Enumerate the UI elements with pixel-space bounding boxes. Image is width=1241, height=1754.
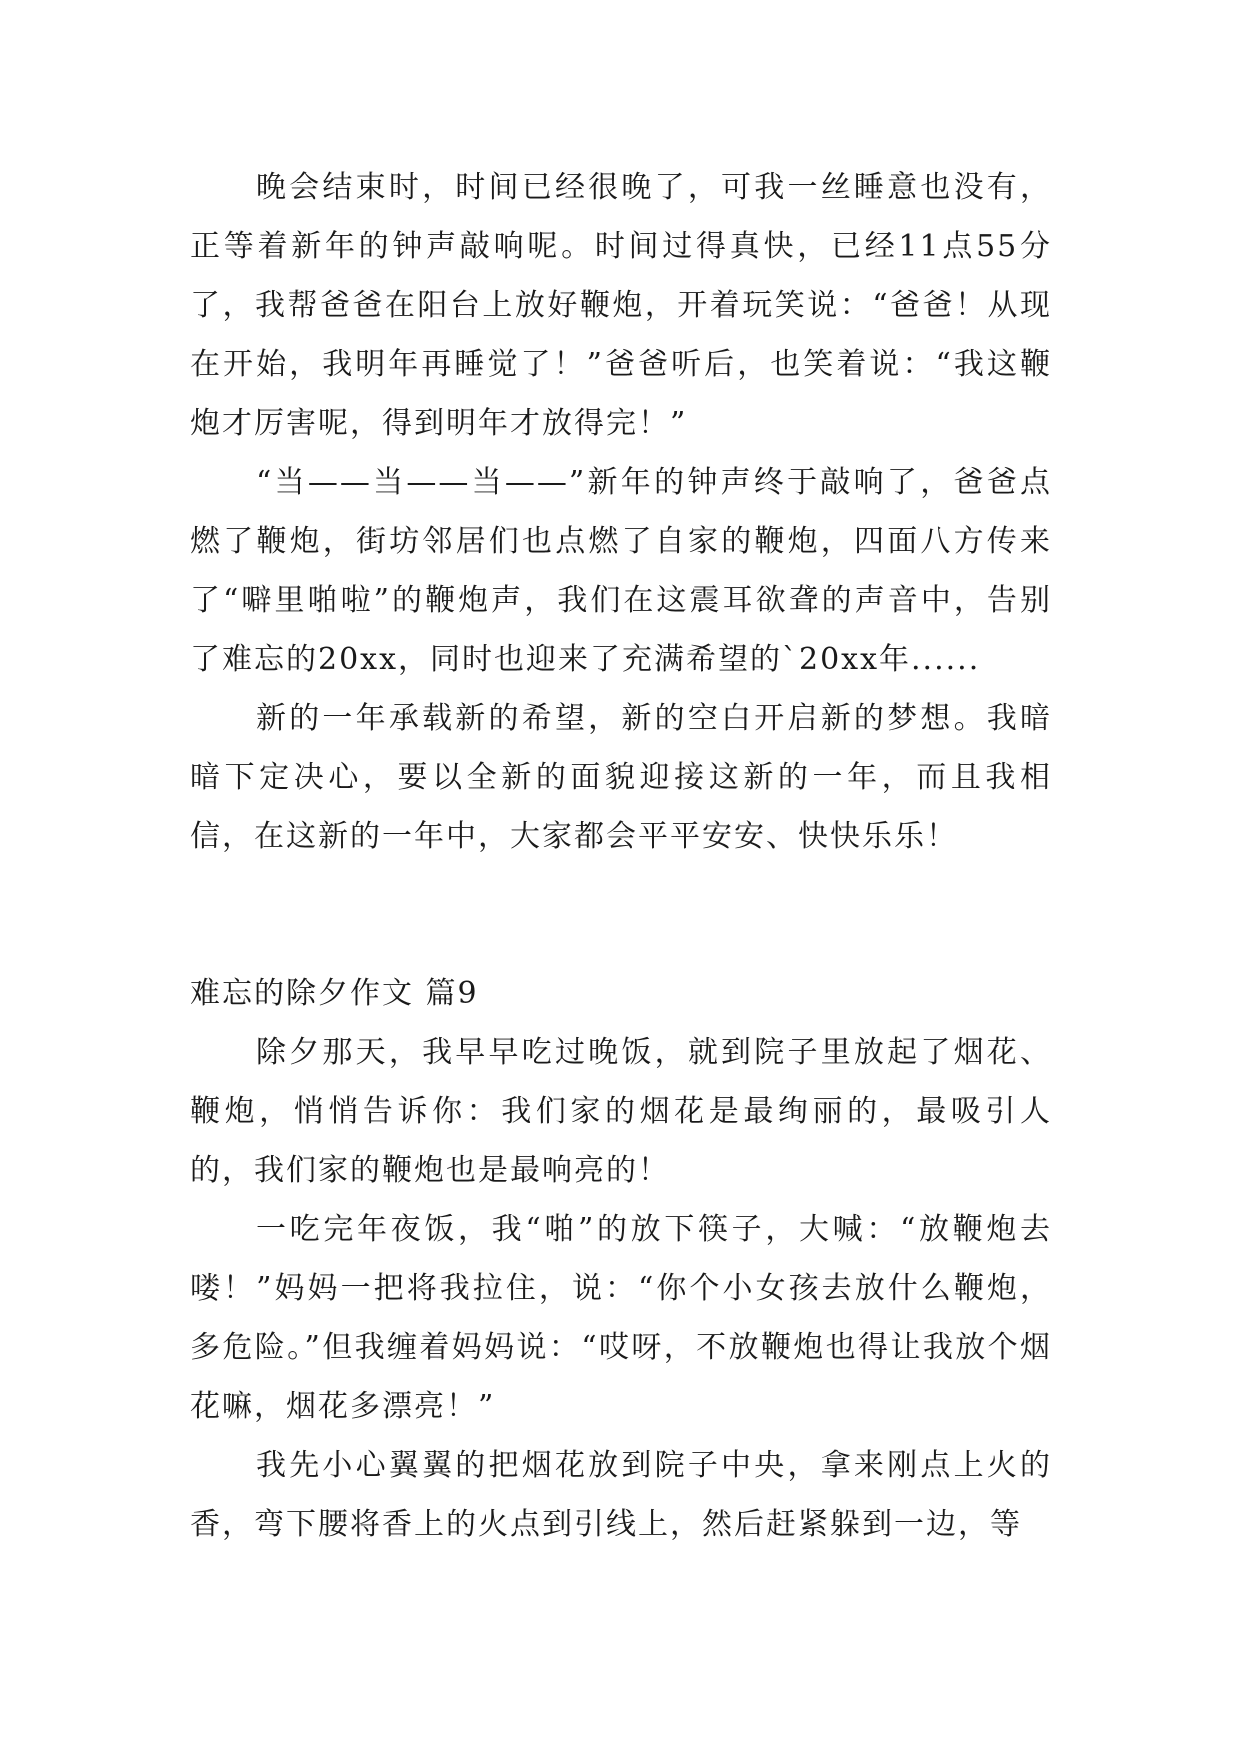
- paragraph: 除夕那天，我早早吃过晚饭，就到院子里放起了烟花、鞭炮，悄悄告诉你：我们家的烟花是最绚丽的，最吸引人的，我们家的鞭炮也是最响亮的！: [190, 1035, 1052, 1188]
- paragraph: 新的一年承载新的希望，新的空白开启新的梦想。我暗暗下定决心，要以全新的面貌迎接这新的一年，而且我相信，在这新的一年中，大家都会平平安安、快快乐乐！: [190, 701, 1052, 854]
- essay-section-9: [190, 964, 1052, 1554]
- paragraph: 晚会结束时，时间已经很晚了，可我一丝睡意也没有，正等着新年的钟声敲响呢。时间过得真快，已经11点55分了，我帮爸爸在阳台上放好鞭炮，开着玩笑说：“爸爸！从现在开始，我明年再睡觉了！”爸爸听后，也笑着说：“我这鞭炮才厉害呢，得到明年才放得完！”: [190, 170, 1052, 441]
- essay-heading: 难忘的除夕作文 篇9: [190, 976, 479, 1011]
- paragraph: “当——当——当——”新年的钟声终于敲响了，爸爸点燃了鞭炮，街坊邻居们也点燃了自家的鞭炮，四面八方传来了“噼里啪啦”的鞭炮声，我们在这震耳欲聋的声音中，告别了难忘的20xx，同时也迎来了充满希望的`20xx年......: [190, 465, 1052, 677]
- paragraph: 一吃完年夜饭，我“啪”的放下筷子，大喊：“放鞭炮去喽！”妈妈一把将我拉住，说：“你个小女孩去放什么鞭炮，多危险。”但我缠着妈妈说：“哎呀，不放鞭炮也得让我放个烟花嘛，烟花多漂亮！”: [190, 1212, 1052, 1424]
- essay-section-previous: [190, 158, 1052, 866]
- paragraph: 我先小心翼翼的把烟花放到院子中央，拿来刚点上火的香，弯下腰将香上的火点到引线上，然后赶紧躲到一边，等: [190, 1448, 1052, 1542]
